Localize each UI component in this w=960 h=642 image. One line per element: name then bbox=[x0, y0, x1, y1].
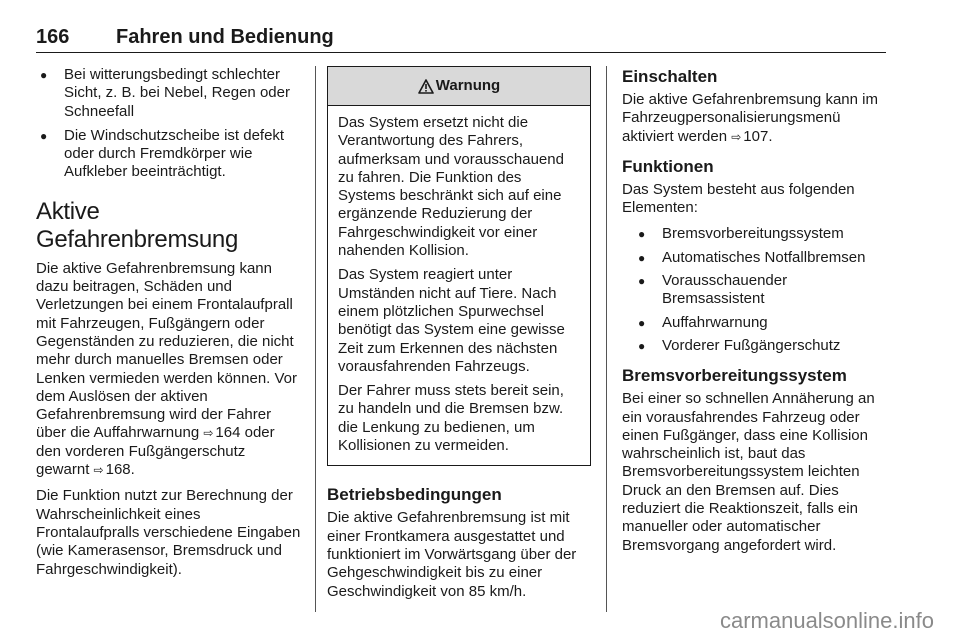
column-divider-right bbox=[606, 66, 607, 612]
watermark: carmanualsonline.info bbox=[719, 608, 934, 633]
column-3 bbox=[622, 66, 886, 563]
page-title: Fahren und Bedienung bbox=[116, 26, 334, 48]
paragraph: Die aktive Gefahrenbremsung kann im Fahrzeugpersonalisierungsmenü aktiviert werden ⇨ 107. bbox=[622, 91, 878, 145]
page-ref[interactable]: 164 bbox=[215, 424, 241, 442]
column-2 bbox=[327, 66, 591, 609]
list-item: ● Bei witterungsbedingt schlechter Sicht, z. B. bei Nebel, Regen oder Schneefall bbox=[36, 66, 302, 121]
list-item: ● Vorderer Fußgängerschutz bbox=[634, 337, 886, 355]
section-heading: Aktive Gefahrenbremsung bbox=[36, 197, 238, 253]
warning-header bbox=[328, 67, 590, 106]
warning-icon bbox=[418, 79, 434, 94]
list-item: ● Die Windschutzscheibe ist defekt oder durch Fremdkörper wie Aufkleber beeinträchtigt. bbox=[36, 127, 302, 182]
warning-box bbox=[327, 66, 591, 466]
column-1 bbox=[36, 66, 302, 587]
section-heading: Betriebsbedingungen bbox=[327, 485, 502, 505]
list-item: ● Auffahrwarnung bbox=[634, 314, 886, 332]
page-ref-icon: ⇨ bbox=[203, 426, 214, 441]
warning-title: Warnung bbox=[435, 76, 501, 94]
list-item: ● Automatisches Notfallbremsen bbox=[634, 249, 886, 267]
paragraph: Der Fahrer muss stets bereit sein, zu handeln und die Bremsen bzw. die Lenkung zu bedienen, um Kollisionen zu vermeiden. bbox=[338, 382, 564, 455]
page-ref-icon: ⇨ bbox=[731, 129, 742, 144]
page-ref-icon: ⇨ bbox=[93, 463, 104, 478]
paragraph: Die Funktion nutzt zur Berechnung der Wahrscheinlichkeit eines Frontalaufpralls verschiedene Eingaben (wie Kamerasensor, Bremsdruck und Fahrgeschwindigkeit). bbox=[36, 487, 301, 578]
paragraph: Das System ersetzt nicht die Verantwortung des Fahrers, aufmerksam und vorausschauend zu fahren. Die Funktion des Systems beschränkt sich auf eine ergänzende Reduzierung der Fahrgeschwindigkeit vor einer nahenden Kollision. bbox=[338, 114, 564, 260]
section-heading: Einschalten bbox=[622, 67, 718, 86]
list-item: ● Bremsvorbereitungssystem bbox=[634, 225, 886, 243]
paragraph: Bei einer so schnellen Annäherung an ein vorausfahrendes Fahrzeug oder einen Fußgänger, dass eine Kollision wahrscheinlich ist, baut das Bremsvorbereitungssystem leichten Druck an den Bremsen auf. Dies reduziert die Reaktionszeit, falls ein manueller oder automatischer Bremsvorgang angefordert wird. bbox=[622, 390, 875, 554]
column-divider-left bbox=[315, 66, 316, 612]
section-heading: Funktionen bbox=[622, 156, 714, 176]
list-item: ● Vorausschauender Bremsassistent bbox=[634, 272, 886, 309]
page-number: 166 bbox=[36, 26, 70, 48]
page-ref[interactable]: 107 bbox=[743, 127, 769, 145]
paragraph: Die aktive Gefahrenbremsung ist mit einer Frontkamera ausgestattet und funktioniert im Vorwärtsgang über der Gehgeschwindigkeit bis zu einer Geschwindigkeit von 85 km/h. bbox=[327, 509, 577, 600]
warning-body bbox=[328, 106, 590, 465]
paragraph: Das System reagiert unter Umständen nicht auf Tiere. Nach einem plötzlichen Spurwechsel benötigt das System eine gewisse Zeit zum Erkennen des nächsten vorausfahrenden Fahrzeugs. bbox=[338, 266, 565, 375]
paragraph: Das System besteht aus folgenden Elementen: bbox=[622, 180, 855, 217]
paragraph: Die aktive Gefahrenbremsung kann dazu beitragen, Schäden und Verletzungen bei einem Frontalaufprall mit Fahrzeugen, Fußgängern oder Gegenständen zu reduzieren, die nicht mehr durch manuelles Bremsen oder Lenken vermieden werden können. Vor dem Auslösen der aktiven Gefahrenbremsung wird der Fahrer über die Auffahrwarnung ⇨ 164 oder den vorderen Fußgängerschutz gewarnt ⇨ 168. bbox=[36, 259, 298, 479]
page-header bbox=[36, 26, 886, 53]
condition-list bbox=[36, 66, 302, 182]
page-ref[interactable]: 168 bbox=[105, 461, 131, 479]
section-heading: Bremsvorbereitungssystem bbox=[622, 366, 847, 386]
function-list bbox=[622, 225, 886, 355]
